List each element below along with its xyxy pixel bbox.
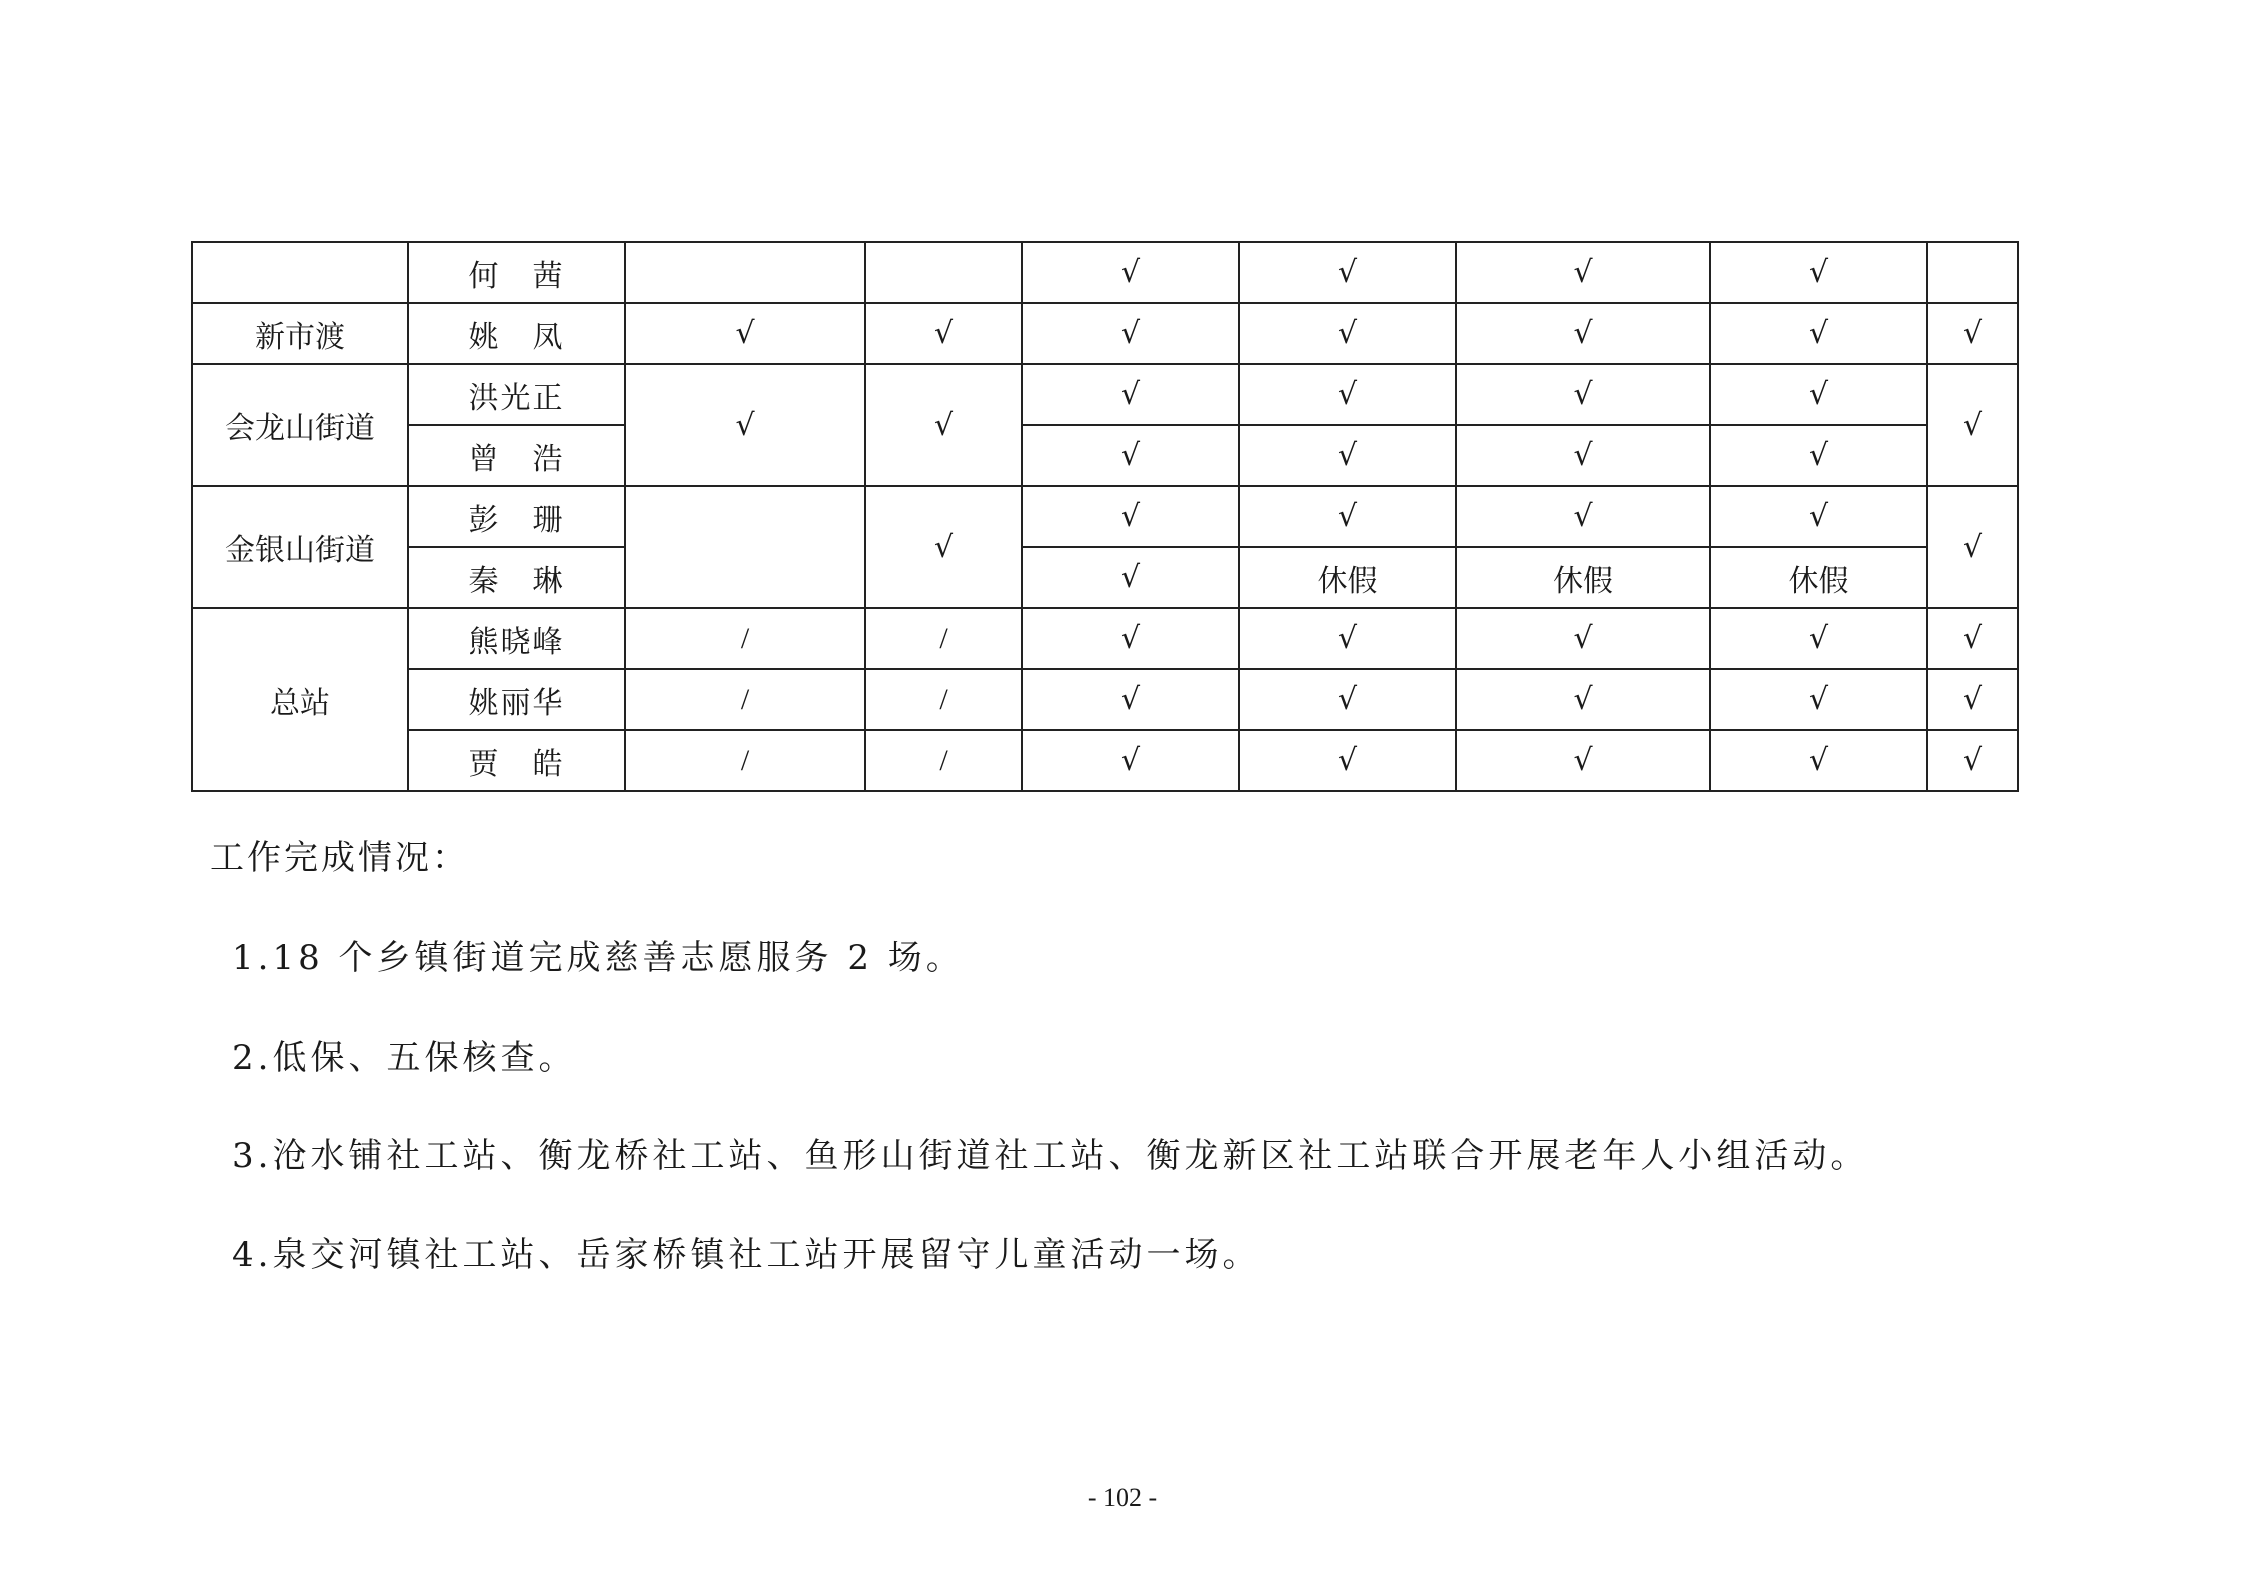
group-cell: 新市渡 bbox=[192, 303, 408, 364]
mark-cell: √ bbox=[1456, 242, 1710, 303]
table-row bbox=[192, 608, 2018, 669]
mark-cell: √ bbox=[1710, 364, 1927, 425]
mark-cell: √ bbox=[1239, 242, 1456, 303]
mark-cell: √ bbox=[1456, 364, 1710, 425]
staff-name: 熊晓峰 bbox=[408, 608, 625, 669]
mark-cell: √ bbox=[865, 364, 1022, 486]
mark-cell: √ bbox=[1927, 486, 2018, 608]
mark-cell: √ bbox=[1022, 303, 1239, 364]
na-cell: / bbox=[865, 608, 1022, 669]
mark-cell: √ bbox=[865, 303, 1022, 364]
summary-item: 3.沧水铺社工站、衡龙桥社工站、鱼形山街道社工站、衡龙新区社工站联合开展老年人小组活动。 bbox=[232, 1136, 1869, 1176]
na-cell: / bbox=[865, 669, 1022, 730]
mark-cell: √ bbox=[1456, 669, 1710, 730]
na-cell: / bbox=[865, 730, 1022, 791]
group-cell: 会龙山街道 bbox=[192, 364, 408, 486]
mark-cell: √ bbox=[1022, 486, 1239, 547]
mark-cell: √ bbox=[1710, 730, 1927, 791]
staff-name: 贾 皓 bbox=[408, 730, 625, 791]
mark-cell: √ bbox=[1022, 608, 1239, 669]
mark-cell: √ bbox=[1022, 669, 1239, 730]
mark-cell: √ bbox=[1927, 608, 2018, 669]
page-number: - 102 - bbox=[1087, 1483, 1158, 1512]
duty-table bbox=[191, 241, 2019, 792]
mark-cell: √ bbox=[1710, 669, 1927, 730]
mark-cell: √ bbox=[1239, 730, 1456, 791]
mark-cell: √ bbox=[1710, 486, 1927, 547]
mark-cell: √ bbox=[1927, 730, 2018, 791]
summary-heading: 工作完成情况： bbox=[210, 838, 469, 878]
mark-cell: √ bbox=[1239, 303, 1456, 364]
staff-name: 洪光正 bbox=[408, 364, 625, 425]
staff-name: 彭 珊 bbox=[408, 486, 625, 547]
mark-cell bbox=[1927, 242, 2018, 303]
summary-item: 1.18 个乡镇街道完成慈善志愿服务 2 场。 bbox=[232, 938, 964, 978]
table-row bbox=[192, 669, 2018, 730]
mark-cell: √ bbox=[1456, 486, 1710, 547]
table-row bbox=[192, 242, 2018, 303]
mark-cell: √ bbox=[1927, 364, 2018, 486]
mark-cell: √ bbox=[1927, 669, 2018, 730]
mark-cell: √ bbox=[1710, 425, 1927, 486]
na-cell: / bbox=[625, 669, 865, 730]
mark-cell bbox=[625, 486, 865, 608]
mark-cell: √ bbox=[1239, 486, 1456, 547]
na-cell: / bbox=[625, 608, 865, 669]
mark-cell: √ bbox=[1022, 242, 1239, 303]
staff-name: 姚 凤 bbox=[408, 303, 625, 364]
leave-cell: 休假 bbox=[1456, 547, 1710, 608]
mark-cell: √ bbox=[1456, 730, 1710, 791]
mark-cell: √ bbox=[1456, 608, 1710, 669]
mark-cell: √ bbox=[1456, 303, 1710, 364]
mark-cell: √ bbox=[1710, 242, 1927, 303]
na-cell: / bbox=[625, 730, 865, 791]
staff-name: 姚丽华 bbox=[408, 669, 625, 730]
mark-cell bbox=[625, 242, 865, 303]
staff-name: 何 茜 bbox=[408, 242, 625, 303]
mark-cell: √ bbox=[1239, 425, 1456, 486]
table-row bbox=[192, 303, 2018, 364]
mark-cell: √ bbox=[1239, 608, 1456, 669]
summary-item: 4.泉交河镇社工站、岳家桥镇社工站开展留守儿童活动一场。 bbox=[232, 1235, 1261, 1275]
mark-cell: √ bbox=[1022, 730, 1239, 791]
mark-cell: √ bbox=[1239, 364, 1456, 425]
leave-cell: 休假 bbox=[1239, 547, 1456, 608]
table-row bbox=[192, 486, 2018, 547]
staff-name: 曾 浩 bbox=[408, 425, 625, 486]
mark-cell: √ bbox=[1022, 425, 1239, 486]
mark-cell bbox=[865, 242, 1022, 303]
mark-cell: √ bbox=[1239, 669, 1456, 730]
table-row bbox=[192, 547, 2018, 608]
mark-cell: √ bbox=[625, 364, 865, 486]
table-row bbox=[192, 425, 2018, 486]
table-row bbox=[192, 730, 2018, 791]
group-cell: 金银山街道 bbox=[192, 486, 408, 608]
group-cell: 总站 bbox=[192, 608, 408, 791]
mark-cell: √ bbox=[865, 486, 1022, 608]
mark-cell: √ bbox=[1710, 608, 1927, 669]
mark-cell: √ bbox=[1927, 303, 2018, 364]
mark-cell: √ bbox=[1456, 425, 1710, 486]
group-cell bbox=[192, 242, 408, 303]
table-row bbox=[192, 364, 2018, 425]
leave-cell: 休假 bbox=[1710, 547, 1927, 608]
mark-cell: √ bbox=[1022, 547, 1239, 608]
mark-cell: √ bbox=[625, 303, 865, 364]
mark-cell: √ bbox=[1710, 303, 1927, 364]
summary-item: 2.低保、五保核查。 bbox=[232, 1038, 577, 1078]
staff-name: 秦 琳 bbox=[408, 547, 625, 608]
mark-cell: √ bbox=[1022, 364, 1239, 425]
